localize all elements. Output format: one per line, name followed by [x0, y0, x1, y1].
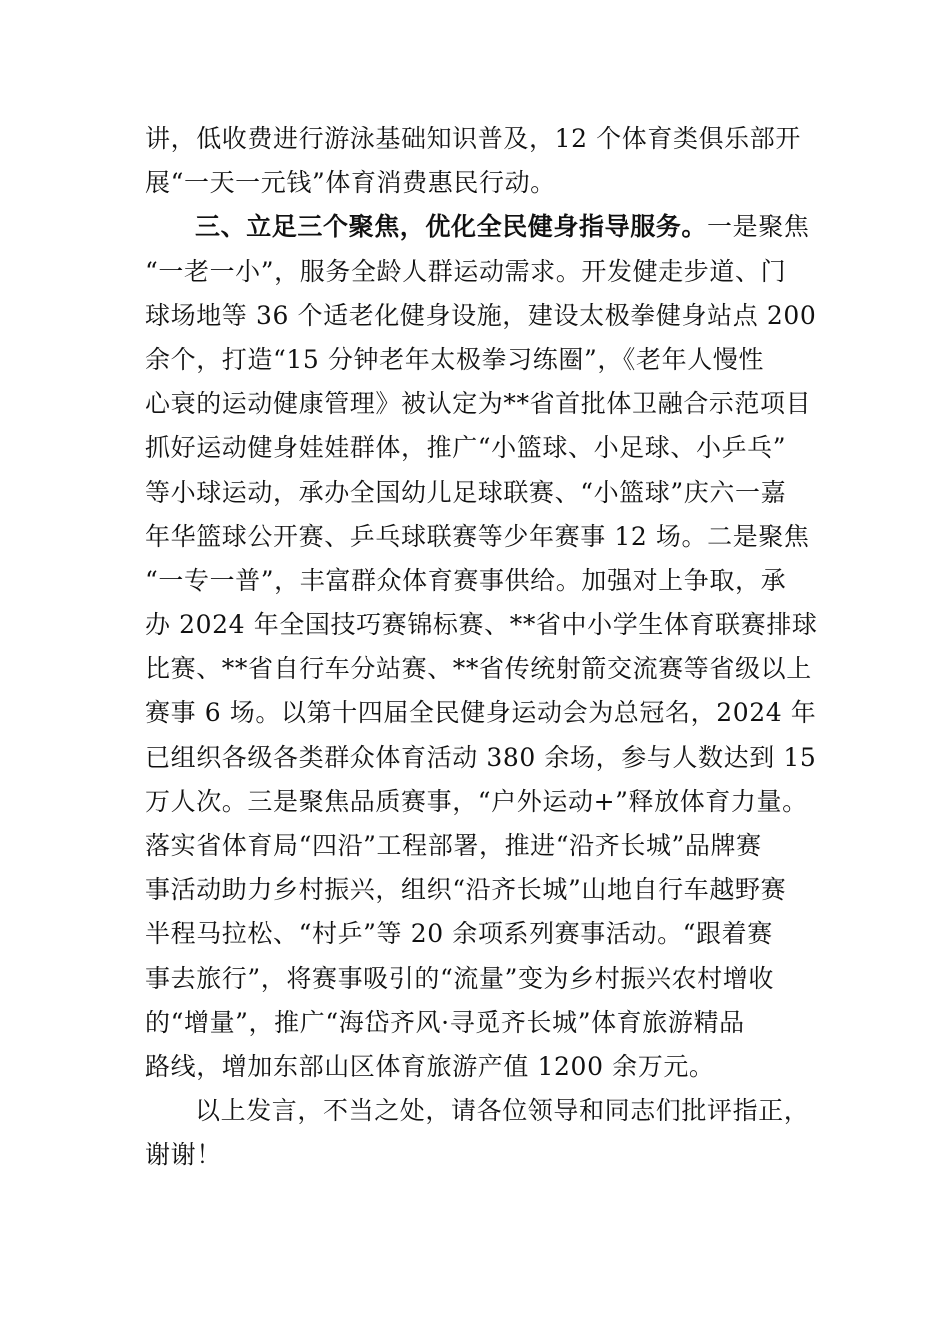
section-heading-line: [145, 205, 835, 249]
section-heading: 三、立足三个聚焦，优化全民健身指导服务。: [195, 212, 708, 242]
paragraph-line: 的“增量”，推广“海岱齐风·寻觅齐长城”体育旅游精品: [145, 1007, 745, 1037]
paragraph-line: 抓好运动健身娃娃群体，推广“小篮球、小足球、小乒乓”: [145, 433, 787, 463]
paragraph-line: “一专一普”，丰富群众体育赛事供给。加强对上争取，承: [145, 565, 787, 595]
paragraph-line: 年华篮球公开赛、乒乓球联赛等少年赛事 12 场。二是聚焦: [145, 521, 810, 551]
document-body: [145, 117, 835, 1178]
paragraph-line: 余个，打造“15 分钟老年太极拳习练圈”，《老年人慢性: [145, 344, 765, 374]
paragraph-line: 球场地等 36 个适老化健身设施，建设太极拳健身站点 200: [145, 300, 817, 330]
paragraph-text: 一是聚焦: [707, 212, 810, 242]
paragraph-line: 心衰的运动健康管理》被认定为**省首批体卫融合示范项目: [145, 389, 812, 419]
paragraph-line: 路线，增加东部山区体育旅游产值 1200 余万元。: [145, 1051, 715, 1081]
paragraph-line: “一老一小”，服务全龄人群运动需求。开发健走步道、门: [145, 256, 787, 286]
paragraph-line: 赛事 6 场。以第十四届全民健身运动会为总冠名，2024 年: [145, 698, 817, 728]
paragraph-line: 事去旅行”，将赛事吸引的“流量”变为乡村振兴农村增收: [145, 963, 774, 993]
paragraph-line: 半程马拉松、“村乒”等 20 余项系列赛事活动。“跟着赛: [145, 919, 773, 949]
paragraph-line: 落实省体育局“四沿”工程部署，推进“沿齐长城”品牌赛: [145, 831, 762, 860]
paragraph-line: 讲，低收费进行游泳基础知识普及，12 个体育类俱乐部开: [145, 124, 801, 153]
paragraph-line: 展“一天一元钱”体育消费惠民行动。: [145, 168, 556, 198]
paragraph-line: 比赛、**省自行车分站赛、**省传统射箭交流赛等省级以上: [145, 654, 812, 684]
paragraph-line: 办 2024 年全国技巧赛锦标赛、**省中小学生体育联赛排球: [145, 610, 818, 640]
closing-line: 以上发言，不当之处，请各位领导和同志们批评指正，: [195, 1096, 810, 1126]
paragraph-line: 事活动助力乡村振兴，组织“沿齐长城”山地自行车越野赛: [145, 875, 787, 905]
paragraph-line: 万人次。三是聚焦品质赛事，“户外运动+”释放体育力量。: [145, 786, 808, 816]
paragraph-line: 已组织各级各类群众体育活动 380 余场，参与人数达到 15: [145, 742, 817, 772]
paragraph-line: 等小球运动，承办全国幼儿足球联赛、“小篮球”庆六一嘉: [145, 477, 787, 507]
closing-line: 谢谢！: [145, 1140, 222, 1170]
